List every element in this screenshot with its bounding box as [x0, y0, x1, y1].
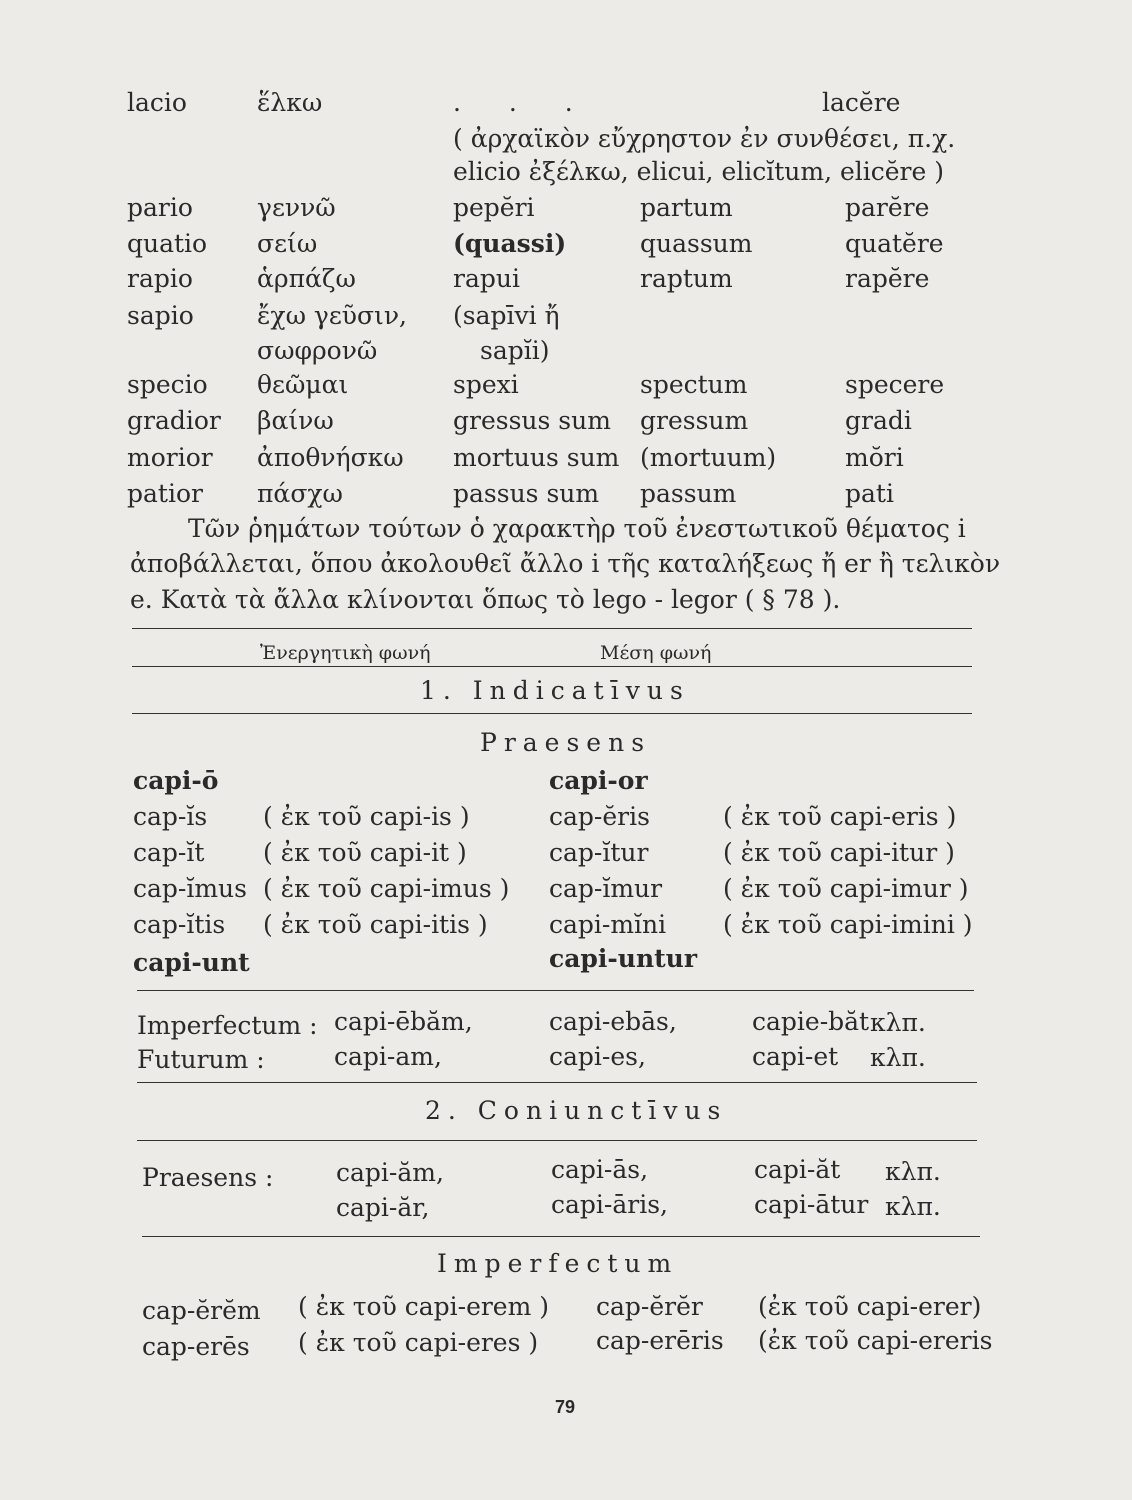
- active-note: ( ἐκ τοῦ capi-itis ): [263, 910, 488, 939]
- conj-form: capi-āris,: [551, 1190, 668, 1219]
- verb-supine: spectum: [640, 370, 748, 399]
- futurum-etc: κλπ.: [870, 1043, 926, 1072]
- verb-perfect: pepĕri: [453, 193, 535, 222]
- conj-form: capi-ātur: [754, 1190, 869, 1219]
- verb-infinitive: pati: [845, 479, 894, 508]
- paragraph-line: Τῶν ῥημάτων τούτων ὁ χαρακτὴρ τοῦ ἐνεστωτικοῦ θέματος i: [188, 514, 966, 543]
- verb-perfect: gressus sum: [453, 406, 611, 435]
- active-form: capi-unt: [133, 948, 250, 977]
- verb-latin: morior: [127, 443, 213, 472]
- impf-middle-note: (ἐκ τοῦ capi-erer): [758, 1292, 982, 1321]
- lacio-note-line1: ( ἀρχαϊκὸν εὔχρηστον ἐν συνθέσει, π.χ.: [453, 124, 956, 153]
- verb-greek: ἕλκω: [257, 88, 323, 117]
- divider: [132, 628, 972, 629]
- paragraph-line: ἀποβάλλεται, ὅπου ἀκολουθεῖ ἄλλο i τῆς καταλήξεως ἤ er ἢ τελικὸν: [130, 549, 1001, 578]
- conj-form: capi-ăm,: [336, 1158, 444, 1187]
- verb-infinitive: parĕre: [845, 193, 930, 222]
- active-note: ( ἐκ τοῦ capi-imus ): [263, 874, 510, 903]
- middle-form: capi-or: [549, 766, 648, 795]
- imperfectum-form: capi-ebās,: [549, 1007, 677, 1036]
- impf-active-form: cap-ĕrĕm: [142, 1296, 261, 1325]
- verb-perfect: . . .: [453, 88, 593, 117]
- divider: [137, 1082, 977, 1083]
- sapio-perfect-2: sapĭi): [480, 336, 550, 365]
- active-form: cap-ĭmus: [133, 874, 247, 903]
- verb-greek: πάσχω: [257, 479, 343, 508]
- futurum-label: Futurum :: [137, 1045, 265, 1074]
- verb-infinitive: mŏri: [845, 443, 904, 472]
- futurum-form: capi-es,: [549, 1042, 646, 1071]
- page-number: 79: [554, 1397, 576, 1417]
- conj-form: capi-ăr,: [336, 1193, 430, 1222]
- divider: [137, 1140, 977, 1141]
- imperfectum-form: capie-băt: [752, 1007, 870, 1036]
- verb-infinitive: gradi: [845, 406, 912, 435]
- middle-form: cap-ĭtur: [549, 838, 649, 867]
- divider: [137, 990, 974, 991]
- verb-latin: patior: [127, 479, 203, 508]
- paragraph-line: e. Κατὰ τὰ ἄλλα κλίνονται ὅπως τὸ lego - legor ( § 78 ).: [130, 585, 841, 614]
- verb-greek: βαίνω: [257, 406, 334, 435]
- conj-etc: κλπ.: [885, 1157, 941, 1186]
- verb-perfect: (sapīvi ἤ: [453, 301, 560, 330]
- verb-latin: rapio: [127, 264, 193, 293]
- section-title-indicativus: 1. Indicatīvus: [420, 676, 690, 705]
- active-form: cap-ĭtis: [133, 910, 226, 939]
- divider: [132, 713, 972, 714]
- verb-supine: partum: [640, 193, 733, 222]
- verb-perfect: (quassi): [453, 229, 567, 258]
- middle-note: ( ἐκ τοῦ capi-itur ): [723, 838, 955, 867]
- verb-perfect: passus sum: [453, 479, 600, 508]
- divider: [142, 1236, 980, 1237]
- verb-greek: θεῶμαι: [257, 370, 349, 399]
- verb-perfect: spexi: [453, 370, 519, 399]
- active-form: cap-ĭt: [133, 838, 205, 867]
- impf-middle-form: cap-erēris: [596, 1326, 724, 1355]
- praesens-label: Praesens :: [142, 1163, 274, 1192]
- header-active-voice: Ἐνεργητικὴ φωνή: [260, 642, 431, 664]
- verb-greek: γεννῶ: [257, 193, 336, 222]
- imperfectum-form: capi-ēbăm,: [334, 1007, 473, 1036]
- middle-form: capi-untur: [549, 944, 698, 973]
- futurum-form: capi-am,: [334, 1042, 442, 1071]
- verb-greek: ἀποθνήσκω: [257, 443, 404, 472]
- verb-latin: specio: [127, 370, 208, 399]
- verb-latin: pario: [127, 193, 193, 222]
- verb-supine: gressum: [640, 406, 749, 435]
- verb-latin: lacio: [127, 88, 187, 117]
- lacio-note-line2: elicio ἐξέλκω, elicui, elicĭtum, elicĕre ): [453, 157, 945, 186]
- verb-perfect: mortuus sum: [453, 443, 620, 472]
- middle-note: ( ἐκ τοῦ capi-imur ): [723, 874, 969, 903]
- conj-form: capi-ăt: [754, 1155, 841, 1184]
- active-form: capi-ō: [133, 766, 219, 795]
- middle-form: cap-ĕris: [549, 802, 650, 831]
- subsection-title-praesens: Praesens: [480, 728, 652, 757]
- verb-perfect: rapui: [453, 264, 520, 293]
- impf-active-note: ( ἐκ τοῦ capi-eres ): [298, 1328, 539, 1357]
- divider: [132, 666, 972, 667]
- verb-supine: raptum: [640, 264, 733, 293]
- verb-latin: sapio: [127, 301, 194, 330]
- verb-infinitive: rapĕre: [845, 264, 930, 293]
- verb-latin: gradior: [127, 406, 221, 435]
- impf-active-form: cap-erēs: [142, 1332, 250, 1361]
- verb-infinitive: lacĕre: [822, 88, 901, 117]
- imperfectum-label: Imperfectum :: [137, 1011, 318, 1040]
- verb-supine: passum: [640, 479, 737, 508]
- verb-greek: ἁρπάζω: [257, 264, 356, 293]
- verb-latin: quatio: [127, 229, 208, 258]
- verb-greek: σείω: [257, 229, 318, 258]
- verb-infinitive: specere: [845, 370, 945, 399]
- conj-form: capi-ās,: [551, 1155, 649, 1184]
- active-form: cap-ĭs: [133, 802, 208, 831]
- verb-supine: (mortuum): [640, 443, 777, 472]
- verb-greek: ἔχω γεῦσιν,: [257, 301, 407, 330]
- impf-middle-note: (ἐκ τοῦ capi-ereris: [758, 1326, 993, 1355]
- impf-middle-form: cap-ĕrĕr: [596, 1292, 703, 1321]
- futurum-form: capi-et: [752, 1042, 839, 1071]
- subsection-title-imperfectum: Imperfectum: [437, 1249, 679, 1278]
- conj-etc: κλπ.: [885, 1192, 941, 1221]
- imperfectum-etc: κλπ.: [870, 1008, 926, 1037]
- middle-note: ( ἐκ τοῦ capi-imini ): [723, 910, 973, 939]
- active-note: ( ἐκ τοῦ capi-is ): [263, 802, 470, 831]
- active-note: ( ἐκ τοῦ capi-it ): [263, 838, 467, 867]
- sapio-greek-2: σωφρονῶ: [257, 336, 378, 365]
- impf-active-note: ( ἐκ τοῦ capi-erem ): [298, 1292, 550, 1321]
- middle-note: ( ἐκ τοῦ capi-eris ): [723, 802, 957, 831]
- middle-form: cap-ĭmur: [549, 874, 663, 903]
- verb-supine: quassum: [640, 229, 753, 258]
- header-middle-voice: Μέση φωνή: [600, 642, 712, 664]
- verb-infinitive: quatĕre: [845, 229, 944, 258]
- middle-form: capi-mĭni: [549, 910, 667, 939]
- section-title-coniunctivus: 2. Coniunctīvus: [425, 1096, 728, 1125]
